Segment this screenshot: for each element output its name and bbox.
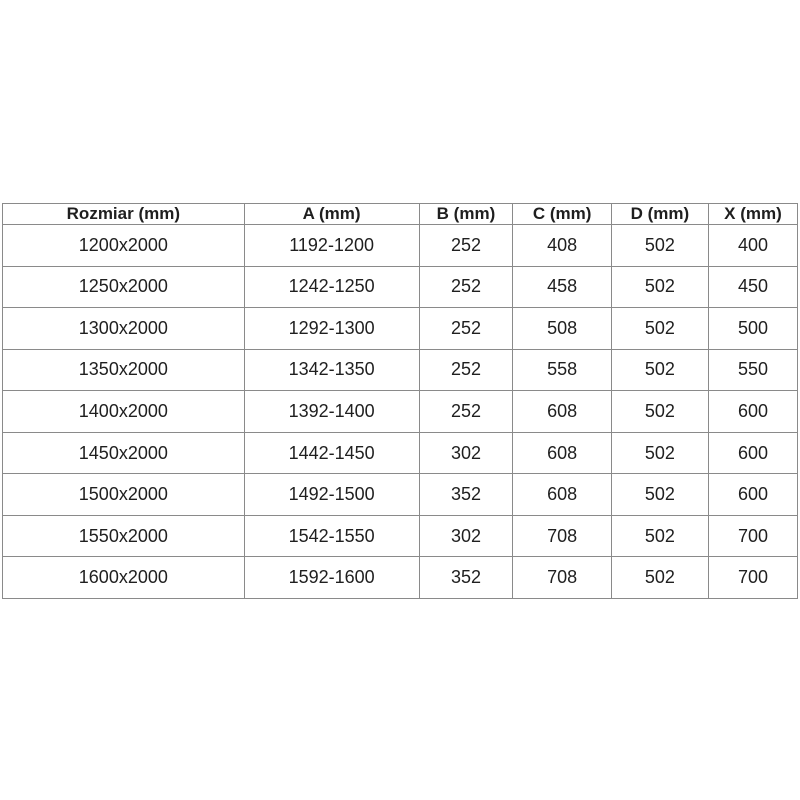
table-row (3, 432, 798, 474)
table-cell: 700 (708, 515, 797, 557)
table-cell: 1292-1300 (244, 308, 419, 350)
table-cell: 550 (708, 349, 797, 391)
table-cell: 1550x2000 (3, 515, 245, 557)
table-cell: 1600x2000 (3, 557, 245, 599)
table-cell: 1300x2000 (3, 308, 245, 350)
table-cell: 252 (419, 225, 513, 267)
table-header-row (3, 204, 798, 225)
table-row (3, 266, 798, 308)
table-row (3, 391, 798, 433)
table-cell: 458 (513, 266, 612, 308)
table-cell: 500 (708, 308, 797, 350)
table-row (3, 349, 798, 391)
table-cell: 1250x2000 (3, 266, 245, 308)
table-cell: 708 (513, 515, 612, 557)
table-cell: 1500x2000 (3, 474, 245, 516)
table-cell: 408 (513, 225, 612, 267)
table-cell: 1192-1200 (244, 225, 419, 267)
column-header: B (mm) (419, 204, 513, 225)
table-cell: 1592-1600 (244, 557, 419, 599)
table-cell: 502 (611, 349, 708, 391)
table-cell: 502 (611, 515, 708, 557)
table-cell: 502 (611, 432, 708, 474)
column-header: A (mm) (244, 204, 419, 225)
table-cell: 508 (513, 308, 612, 350)
table-row (3, 557, 798, 599)
table-cell: 502 (611, 266, 708, 308)
table-cell: 608 (513, 391, 612, 433)
table-cell: 400 (708, 225, 797, 267)
table-row (3, 225, 798, 267)
table-cell: 302 (419, 515, 513, 557)
table-cell: 502 (611, 557, 708, 599)
table-cell: 252 (419, 308, 513, 350)
table-cell: 1392-1400 (244, 391, 419, 433)
table-cell: 502 (611, 308, 708, 350)
table-row (3, 474, 798, 516)
table-cell: 352 (419, 474, 513, 516)
table-cell: 1242-1250 (244, 266, 419, 308)
column-header: Rozmiar (mm) (3, 204, 245, 225)
table-cell: 1342-1350 (244, 349, 419, 391)
table-cell: 558 (513, 349, 612, 391)
table-cell: 1200x2000 (3, 225, 245, 267)
table-cell: 502 (611, 225, 708, 267)
table-cell: 608 (513, 474, 612, 516)
table-cell: 1492-1500 (244, 474, 419, 516)
table-cell: 1350x2000 (3, 349, 245, 391)
table-row (3, 308, 798, 350)
table-cell: 600 (708, 391, 797, 433)
table-cell: 302 (419, 432, 513, 474)
column-header: D (mm) (611, 204, 708, 225)
table-cell: 1450x2000 (3, 432, 245, 474)
table-cell: 450 (708, 266, 797, 308)
table-cell: 252 (419, 266, 513, 308)
column-header: C (mm) (513, 204, 612, 225)
table-cell: 1442-1450 (244, 432, 419, 474)
table-cell: 502 (611, 391, 708, 433)
table-cell: 252 (419, 349, 513, 391)
column-header: X (mm) (708, 204, 797, 225)
table-cell: 352 (419, 557, 513, 599)
table-body (3, 225, 798, 599)
table-cell: 1542-1550 (244, 515, 419, 557)
table-cell: 700 (708, 557, 797, 599)
table-cell: 1400x2000 (3, 391, 245, 433)
table-cell: 600 (708, 432, 797, 474)
dimensions-table (2, 203, 798, 599)
table-cell: 252 (419, 391, 513, 433)
table-cell: 502 (611, 474, 708, 516)
table-row (3, 515, 798, 557)
table-cell: 608 (513, 432, 612, 474)
table-cell: 600 (708, 474, 797, 516)
table-cell: 708 (513, 557, 612, 599)
